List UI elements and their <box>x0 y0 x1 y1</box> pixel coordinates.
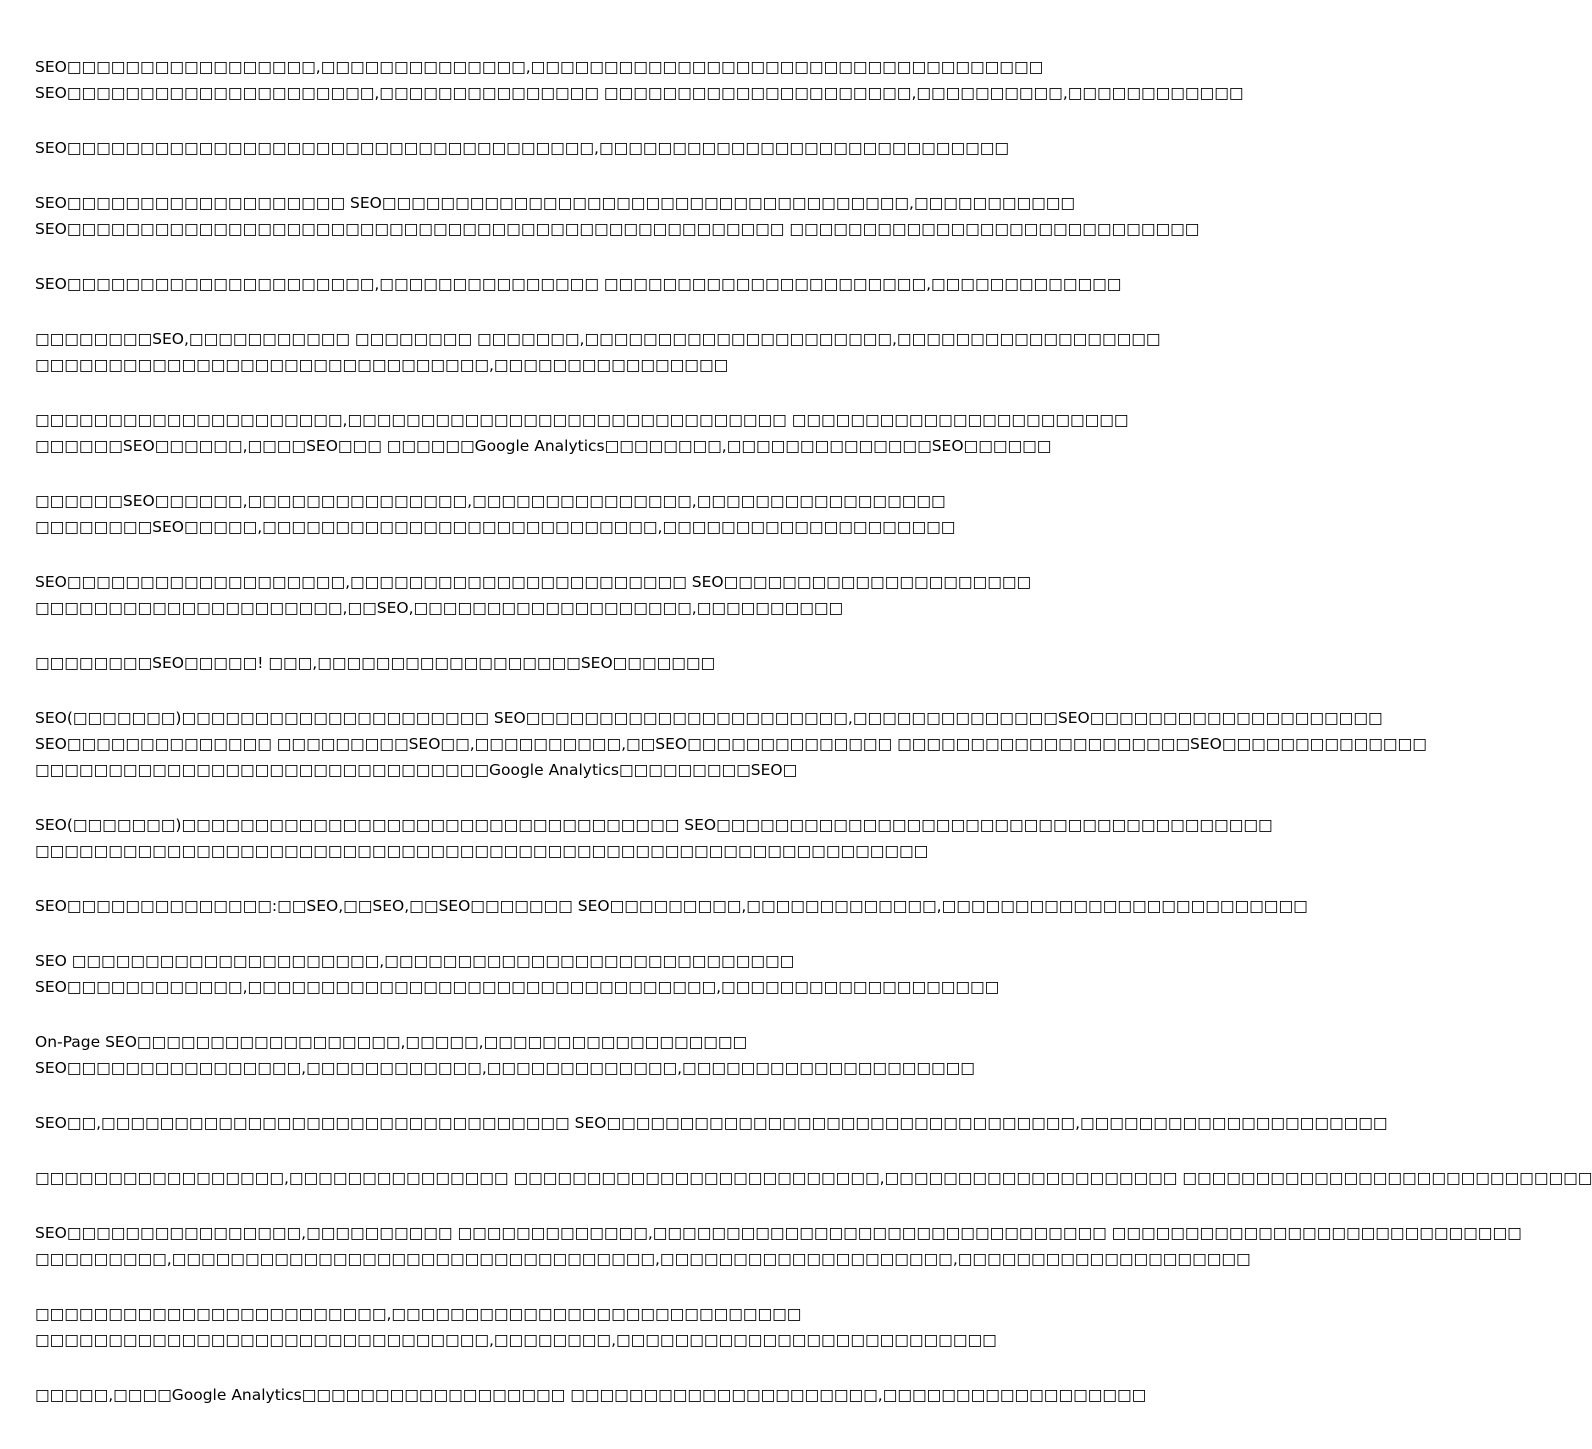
text-line: □□□□□□□□□□□□□□□□□□□□□□□□□□□□□□□Google Analytics□□□□□□□□□SEO□ <box>35 761 798 779</box>
paragraph <box>35 1029 995 1081</box>
text-line: □□□□□□□□□□□□□□□□□,□□□□□□□□□□□□□□□ □□□□□□□□□□□□□□□□□□□□□□□□□,□□□□□□□□□□□□□□□□□□□□ □□□□□□□□□□□□□□□□□□□□□□□□□□□□ <box>35 1169 1592 1187</box>
text-line: □□□□□,□□□□Google Analytics□□□□□□□□□□□□□□□□□□ □□□□□□□□□□□□□□□□□□□□□,□□□□□□□□□□□□□□□□□□ <box>35 1386 1147 1404</box>
text-line: □□□□□□SEO□□□□□□,□□□□□□□□□□□□□□□,□□□□□□□□□□□□□□□,□□□□□□□□□□□□□□□□□ <box>35 492 946 510</box>
text-line: □□□□□□□□□□□□□□□□□□□□□□□□□□□□□□□□□□□□□□□□□□□□□□□□□□□□□□□□□□□□□ <box>35 842 929 860</box>
paragraph <box>35 948 1000 1000</box>
text-line: SEO(□□□□□□□)□□□□□□□□□□□□□□□□□□□□□ SEO□□□□□□□□□□□□□□□□□□□□□□,□□□□□□□□□□□□□□SEO□□□□□□□□□□□□□□□□□□□□ <box>35 709 1383 727</box>
text-line: □□□□□□□□SEO□□□□□,□□□□□□□□□□□□□□□□□□□□□□□□□□□,□□□□□□□□□□□□□□□□□□□□ <box>35 518 956 536</box>
paragraph <box>35 705 1427 783</box>
text-line: □□□□□□□□□□□□□□□□□□□□□□□□□□□□□□□,□□□□□□□□□□□□□□□□ <box>35 356 729 374</box>
text-line: SEO□□□□□□□□□□□□□□□□□□□□□□□□□□□□□□□□□□□□,□□□□□□□□□□□□□□□□□□□□□□□□□□□□ <box>35 139 1010 157</box>
paragraph <box>35 650 995 676</box>
paragraph <box>35 488 995 540</box>
paragraph <box>35 326 1161 378</box>
paragraph <box>35 54 1244 106</box>
text-line: SEO□□□□□□□□□□□□□□□□,□□□□□□□□□□□□,□□□□□□□□□□□□□,□□□□□□□□□□□□□□□□□□□□ <box>35 1059 975 1077</box>
text-line: □□□□□□□□□□□□□□□□□□□□□,□□□□□□□□□□□□□□□□□□□□□□□□□□□□□□ □□□□□□□□□□□□□□□□□□□□□□□ <box>35 411 1129 429</box>
text-line: □□□□□□□□SEO,□□□□□□□□□□□ □□□□□□□□ □□□□□□□,□□□□□□□□□□□□□□□□□□□□□,□□□□□□□□□□□□□□□□□□ <box>35 330 1161 348</box>
text-line: □□□□□□□□□□□□□□□□□□□□□□□□□□□□□□□,□□□□□□□□,□□□□□□□□□□□□□□□□□□□□□□□□□□ <box>35 1331 997 1349</box>
text-line: SEO□□□□□□□□□□□□□□ □□□□□□□□□SEO□□,□□□□□□□□□□,□□SEO□□□□□□□□□□□□□□ □□□□□□□□□□□□□□□□□□□□SEO□□□□□□□□□□□□□□ <box>35 735 1427 753</box>
text-line: SEO□□□□□□□□□□□□,□□□□□□□□□□□□□□□□□□□□□□□□□□□□□□□□,□□□□□□□□□□□□□□□□□□□ <box>35 978 1000 996</box>
text-line: SEO□□□□□□□□□□□□□□□□□□□□□,□□□□□□□□□□□□□□□ □□□□□□□□□□□□□□□□□□□□□,□□□□□□□□□□,□□□□□□□□□□□□ <box>35 84 1244 102</box>
text-line: SEO□□□□□□□□□□□□□□□□□□□□□□□□□□□□□□□□□□□□□□□□□□□□□□□□□ □□□□□□□□□□□□□□□□□□□□□□□□□□□□ <box>35 220 1200 238</box>
text-line: SEO□□□□□□□□□□□□□□□□□□□ SEO□□□□□□□□□□□□□□□□□□□□□□□□□□□□□□□□□□□□,□□□□□□□□□□□ <box>35 194 1076 212</box>
text-line: SEO(□□□□□□□)□□□□□□□□□□□□□□□□□□□□□□□□□□□□□□□□□□ SEO□□□□□□□□□□□□□□□□□□□□□□□□□□□□□□□□□□□□□□ <box>35 816 1273 834</box>
paragraph <box>35 569 1032 621</box>
text-line: □□□□□□SEO□□□□□□,□□□□SEO□□□ □□□□□□Google Analytics□□□□□□□□,□□□□□□□□□□□□□□SEO□□□□□□ <box>35 437 1052 455</box>
paragraph <box>35 271 1122 297</box>
text-line: □□□□□□□□SEO□□□□□! □□□,□□□□□□□□□□□□□□□□□□SEO□□□□□□□ <box>35 654 716 672</box>
text-line: SEO □□□□□□□□□□□□□□□□□□□□□,□□□□□□□□□□□□□□□□□□□□□□□□□□□□ <box>35 952 795 970</box>
paragraph <box>35 1382 1147 1408</box>
paragraph <box>35 190 1200 242</box>
text-line: SEO□□□□□□□□□□□□□□□□□,□□□□□□□□□□□□□□,□□□□□□□□□□□□□□□□□□□□□□□□□□□□□□□□□□□ <box>35 58 1044 76</box>
text-line: SEO□□□□□□□□□□□□□□□□,□□□□□□□□□□ □□□□□□□□□□□□□,□□□□□□□□□□□□□□□□□□□□□□□□□□□□□□□ □□□□□□□□□□□□□□□□□□□□□□□□□□□□ <box>35 1224 1522 1242</box>
paragraph <box>35 135 1010 161</box>
text-line: SEO□□□□□□□□□□□□□□:□□SEO,□□SEO,□□SEO□□□□□□□ SEO□□□□□□□□□,□□□□□□□□□□□□□,□□□□□□□□□□□□□□□□□□□□□□□□□ <box>35 897 1308 915</box>
paragraph <box>35 812 1273 864</box>
text-line: SEO□□□□□□□□□□□□□□□□□□□□□,□□□□□□□□□□□□□□□ □□□□□□□□□□□□□□□□□□□□□□,□□□□□□□□□□□□□ <box>35 275 1122 293</box>
paragraph <box>35 407 1129 459</box>
text-line: On-Page SEO□□□□□□□□□□□□□□□□□□,□□□□□,□□□□□□□□□□□□□□□□□□ <box>35 1033 748 1051</box>
text-line: SEO□□,□□□□□□□□□□□□□□□□□□□□□□□□□□□□□□□□ SEO□□□□□□□□□□□□□□□□□□□□□□□□□□□□□□□□,□□□□□□□□□□□□□□□□□□□□□ <box>35 1114 1388 1132</box>
paragraph <box>35 1220 1522 1272</box>
paragraph <box>35 1301 995 1353</box>
document-body <box>35 54 1592 1437</box>
text-line: □□□□□□□□□□□□□□□□□□□□□□□□,□□□□□□□□□□□□□□□□□□□□□□□□□□□□ <box>35 1305 802 1323</box>
paragraph <box>35 1165 1592 1191</box>
text-line: □□□□□□□□□,□□□□□□□□□□□□□□□□□□□□□□□□□□□□□□□□□,□□□□□□□□□□□□□□□□□□□□,□□□□□□□□□□□□□□□□□□□□ <box>35 1250 1251 1268</box>
text-line: □□□□□□□□□□□□□□□□□□□□□,□□SEO,□□□□□□□□□□□□□□□□□□□,□□□□□□□□□□ <box>35 599 844 617</box>
paragraph <box>35 893 1308 919</box>
paragraph <box>35 1110 1388 1136</box>
text-line: SEO□□□□□□□□□□□□□□□□□□□,□□□□□□□□□□□□□□□□□□□□□□□ SEO□□□□□□□□□□□□□□□□□□□□□ <box>35 573 1032 591</box>
